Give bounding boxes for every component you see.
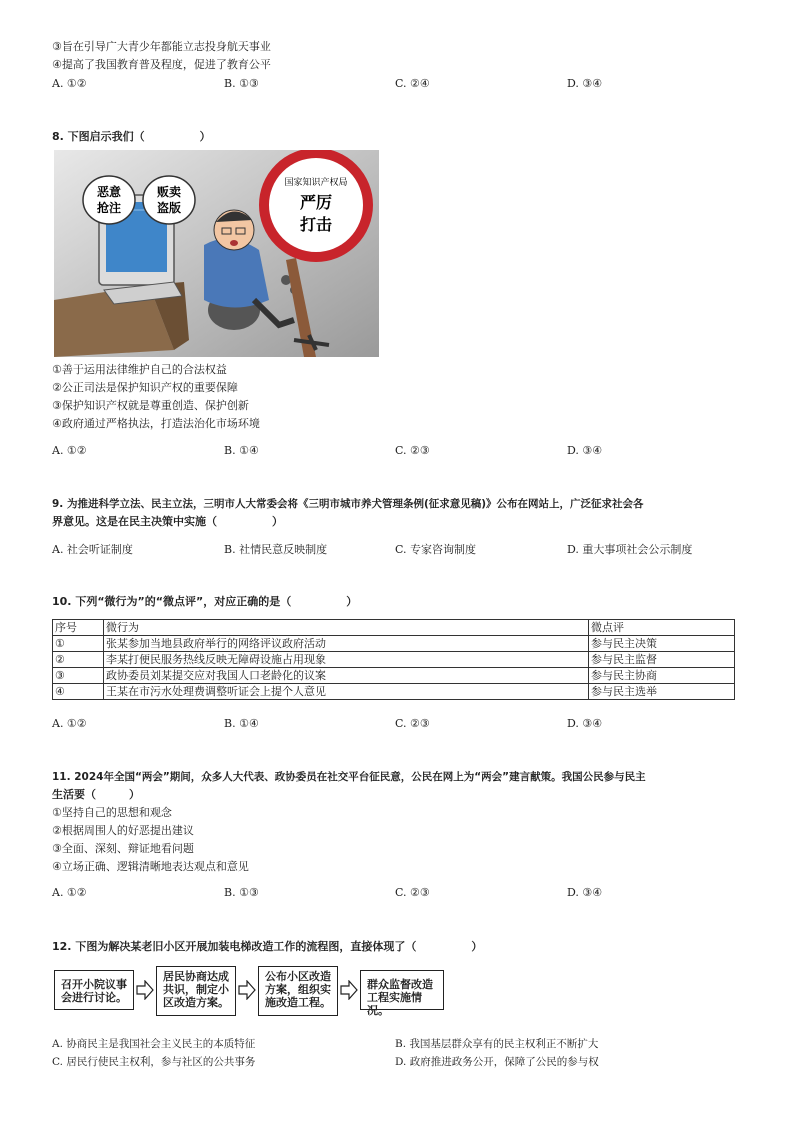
q12-choice-d[interactable]: D. 政府推进政务公开，保障了公民的参与权 xyxy=(395,1056,599,1068)
q10-choice-a[interactable]: A. ①② xyxy=(52,717,87,730)
flow-step-4-line-2: 工程实施情况。 xyxy=(367,991,422,1017)
q7-choice-d[interactable]: D. ③④ xyxy=(567,77,603,90)
q10-stem: 10. 下列“微行为”的“微点评”，对应正确的是（ ） xyxy=(52,595,358,608)
q7-choice-c[interactable]: C. ②④ xyxy=(395,77,430,90)
q8-stem: 8. 下图启示我们（ ） xyxy=(52,130,211,143)
q7-choices xyxy=(52,77,752,91)
q11-choice-c[interactable]: C. ②③ xyxy=(395,886,430,899)
q11-stem-line-1: 11. 2024年全国“两会”期间，众多人大代表、政协委员在社交平台征民意，公民在网上为“两会”建言献策。我国公民参与民主 xyxy=(52,771,646,783)
sign-main-line-1: 严厉 xyxy=(299,193,333,212)
q11-choice-d[interactable]: D. ③④ xyxy=(567,886,603,899)
q12-stem: 12. 下图为解决某老旧小区开展加装电梯改造工作的流程图，直接体现了（ ） xyxy=(52,940,483,953)
q9-choices xyxy=(52,541,752,555)
row-behavior: 政协委员刘某提交应对我国人口老龄化的议案 xyxy=(104,668,589,684)
flow-step-3 xyxy=(258,966,338,1016)
header-behavior: 微行为 xyxy=(104,620,589,636)
table-row xyxy=(53,684,735,700)
table-row xyxy=(53,636,735,652)
q11-item-1: ①坚持自己的思想和观念 xyxy=(52,806,172,819)
bubble-1-line-2: 抢注 xyxy=(96,201,122,215)
q12-choice-a[interactable]: A. 协商民主是我国社会主义民主的本质特征 xyxy=(52,1038,256,1050)
q12-choices-row-2 xyxy=(52,1054,752,1068)
table-header-row xyxy=(53,620,735,636)
sign-main-line-2: 打击 xyxy=(299,215,333,234)
flow-step-2 xyxy=(156,966,236,1016)
row-index: ③ xyxy=(53,668,104,684)
flow-arrow-icon xyxy=(136,980,154,1000)
row-index: ② xyxy=(53,652,104,668)
q10-table xyxy=(52,619,735,700)
q11-item-4: ④立场正确、逻辑清晰地表达观点和意见 xyxy=(52,860,249,873)
q12-choices-row-1 xyxy=(52,1036,752,1050)
row-comment: 参与民主监督 xyxy=(589,652,735,668)
flow-step-1-line-1: 召开小院议事 xyxy=(61,978,127,991)
q8-choice-c[interactable]: C. ②③ xyxy=(395,444,430,457)
q12-choice-c[interactable]: C. 居民行使民主权利，参与社区的公共事务 xyxy=(52,1056,256,1068)
q7-choice-a[interactable]: A. ①② xyxy=(52,77,87,90)
row-index: ④ xyxy=(53,684,104,700)
flow-step-4-line-1: 群众监督改造 xyxy=(367,978,433,991)
flow-step-1 xyxy=(54,970,134,1010)
table-row xyxy=(53,668,735,684)
header-comment: 微点评 xyxy=(589,620,735,636)
q11-choices xyxy=(52,886,752,900)
q9-choice-a[interactable]: A. 社会听证制度 xyxy=(52,543,133,556)
q8-cartoon xyxy=(54,150,379,357)
bubble-2-line-2: 盗版 xyxy=(156,201,182,215)
flow-step-2-line-2: 共识，制定小 xyxy=(163,983,229,996)
row-comment: 参与民主决策 xyxy=(589,636,735,652)
q8-item-1: ①善于运用法律维护自己的合法权益 xyxy=(52,363,227,376)
flow-step-2-line-1: 居民协商达成 xyxy=(163,970,229,983)
row-behavior: 李某打便民服务热线反映无障碍设施占用现象 xyxy=(104,652,589,668)
row-behavior: 王某在市污水处理费调整听证会上提个人意见 xyxy=(104,684,589,700)
sign-top-text: 国家知识产权局 xyxy=(284,178,348,188)
header-index: 序号 xyxy=(53,620,104,636)
q8-item-2: ②公正司法是保护知识产权的重要保障 xyxy=(52,381,238,394)
flow-step-3-line-2: 方案，组织实 xyxy=(265,983,331,996)
flow-step-4 xyxy=(360,970,444,1017)
row-index: ① xyxy=(53,636,104,652)
q11-stem-line-2: 生活要（ ） xyxy=(52,788,140,801)
q9-choice-d[interactable]: D. 重大事项社会公示制度 xyxy=(567,543,693,556)
q7-option-4: ④提高了我国教育普及程度，促进了教育公平 xyxy=(52,58,271,71)
flow-arrow-icon xyxy=(340,980,358,1000)
q7-choice-b[interactable]: B. ①③ xyxy=(224,77,259,90)
q11-item-3: ③全面、深刻、辩证地看问题 xyxy=(52,842,194,855)
flow-step-1-line-2: 会进行讨论。 xyxy=(61,991,127,1004)
row-comment: 参与民主协商 xyxy=(589,668,735,684)
table-row xyxy=(53,652,735,668)
q12-choice-b[interactable]: B. 我国基层群众享有的民主权利正不断扩大 xyxy=(395,1038,599,1050)
flow-step-2-line-3: 区改造方案。 xyxy=(163,996,229,1009)
q8-choice-b[interactable]: B. ①④ xyxy=(224,444,259,457)
q9-stem-line-1: 9. 为推进科学立法、民主立法，三明市人大常委会将《三明市城市养犬管理条例(征求意见稿)》公布在网站上，广泛征求社会各 xyxy=(52,498,644,510)
q8-choice-a[interactable]: A. ①② xyxy=(52,444,87,457)
q8-item-3: ③保护知识产权就是尊重创造、保护创新 xyxy=(52,399,249,412)
flow-step-3-line-1: 公布小区改造 xyxy=(265,970,331,983)
flow-step-3-line-3: 施改造工程。 xyxy=(265,996,331,1009)
q11-choice-a[interactable]: A. ①② xyxy=(52,886,87,899)
q10-choice-d[interactable]: D. ③④ xyxy=(567,717,603,730)
q10-choices xyxy=(52,717,752,731)
q11-item-2: ②根据周围人的好恶提出建议 xyxy=(52,824,194,837)
bubble-1-line-1: 恶意 xyxy=(96,185,122,199)
row-behavior: 张某参加当地县政府举行的网络评议政府活动 xyxy=(104,636,589,652)
q9-choice-b[interactable]: B. 社情民意反映制度 xyxy=(224,543,328,556)
bubble-2-line-1: 贩卖 xyxy=(156,185,182,199)
q8-choice-d[interactable]: D. ③④ xyxy=(567,444,603,457)
q8-item-4: ④政府通过严格执法，打造法治化市场环境 xyxy=(52,417,260,430)
q7-option-3: ③旨在引导广大青少年都能立志投身航天事业 xyxy=(52,40,271,53)
flow-arrow-icon xyxy=(238,980,256,1000)
q10-choice-c[interactable]: C. ②③ xyxy=(395,717,430,730)
q9-choice-c[interactable]: C. 专家咨询制度 xyxy=(395,543,477,556)
row-comment: 参与民主选举 xyxy=(589,684,735,700)
q9-stem-line-2: 界意见。这是在民主决策中实施（ ） xyxy=(52,515,283,528)
q8-choices xyxy=(52,444,752,458)
q11-choice-b[interactable]: B. ①③ xyxy=(224,886,259,899)
q10-choice-b[interactable]: B. ①④ xyxy=(224,717,259,730)
